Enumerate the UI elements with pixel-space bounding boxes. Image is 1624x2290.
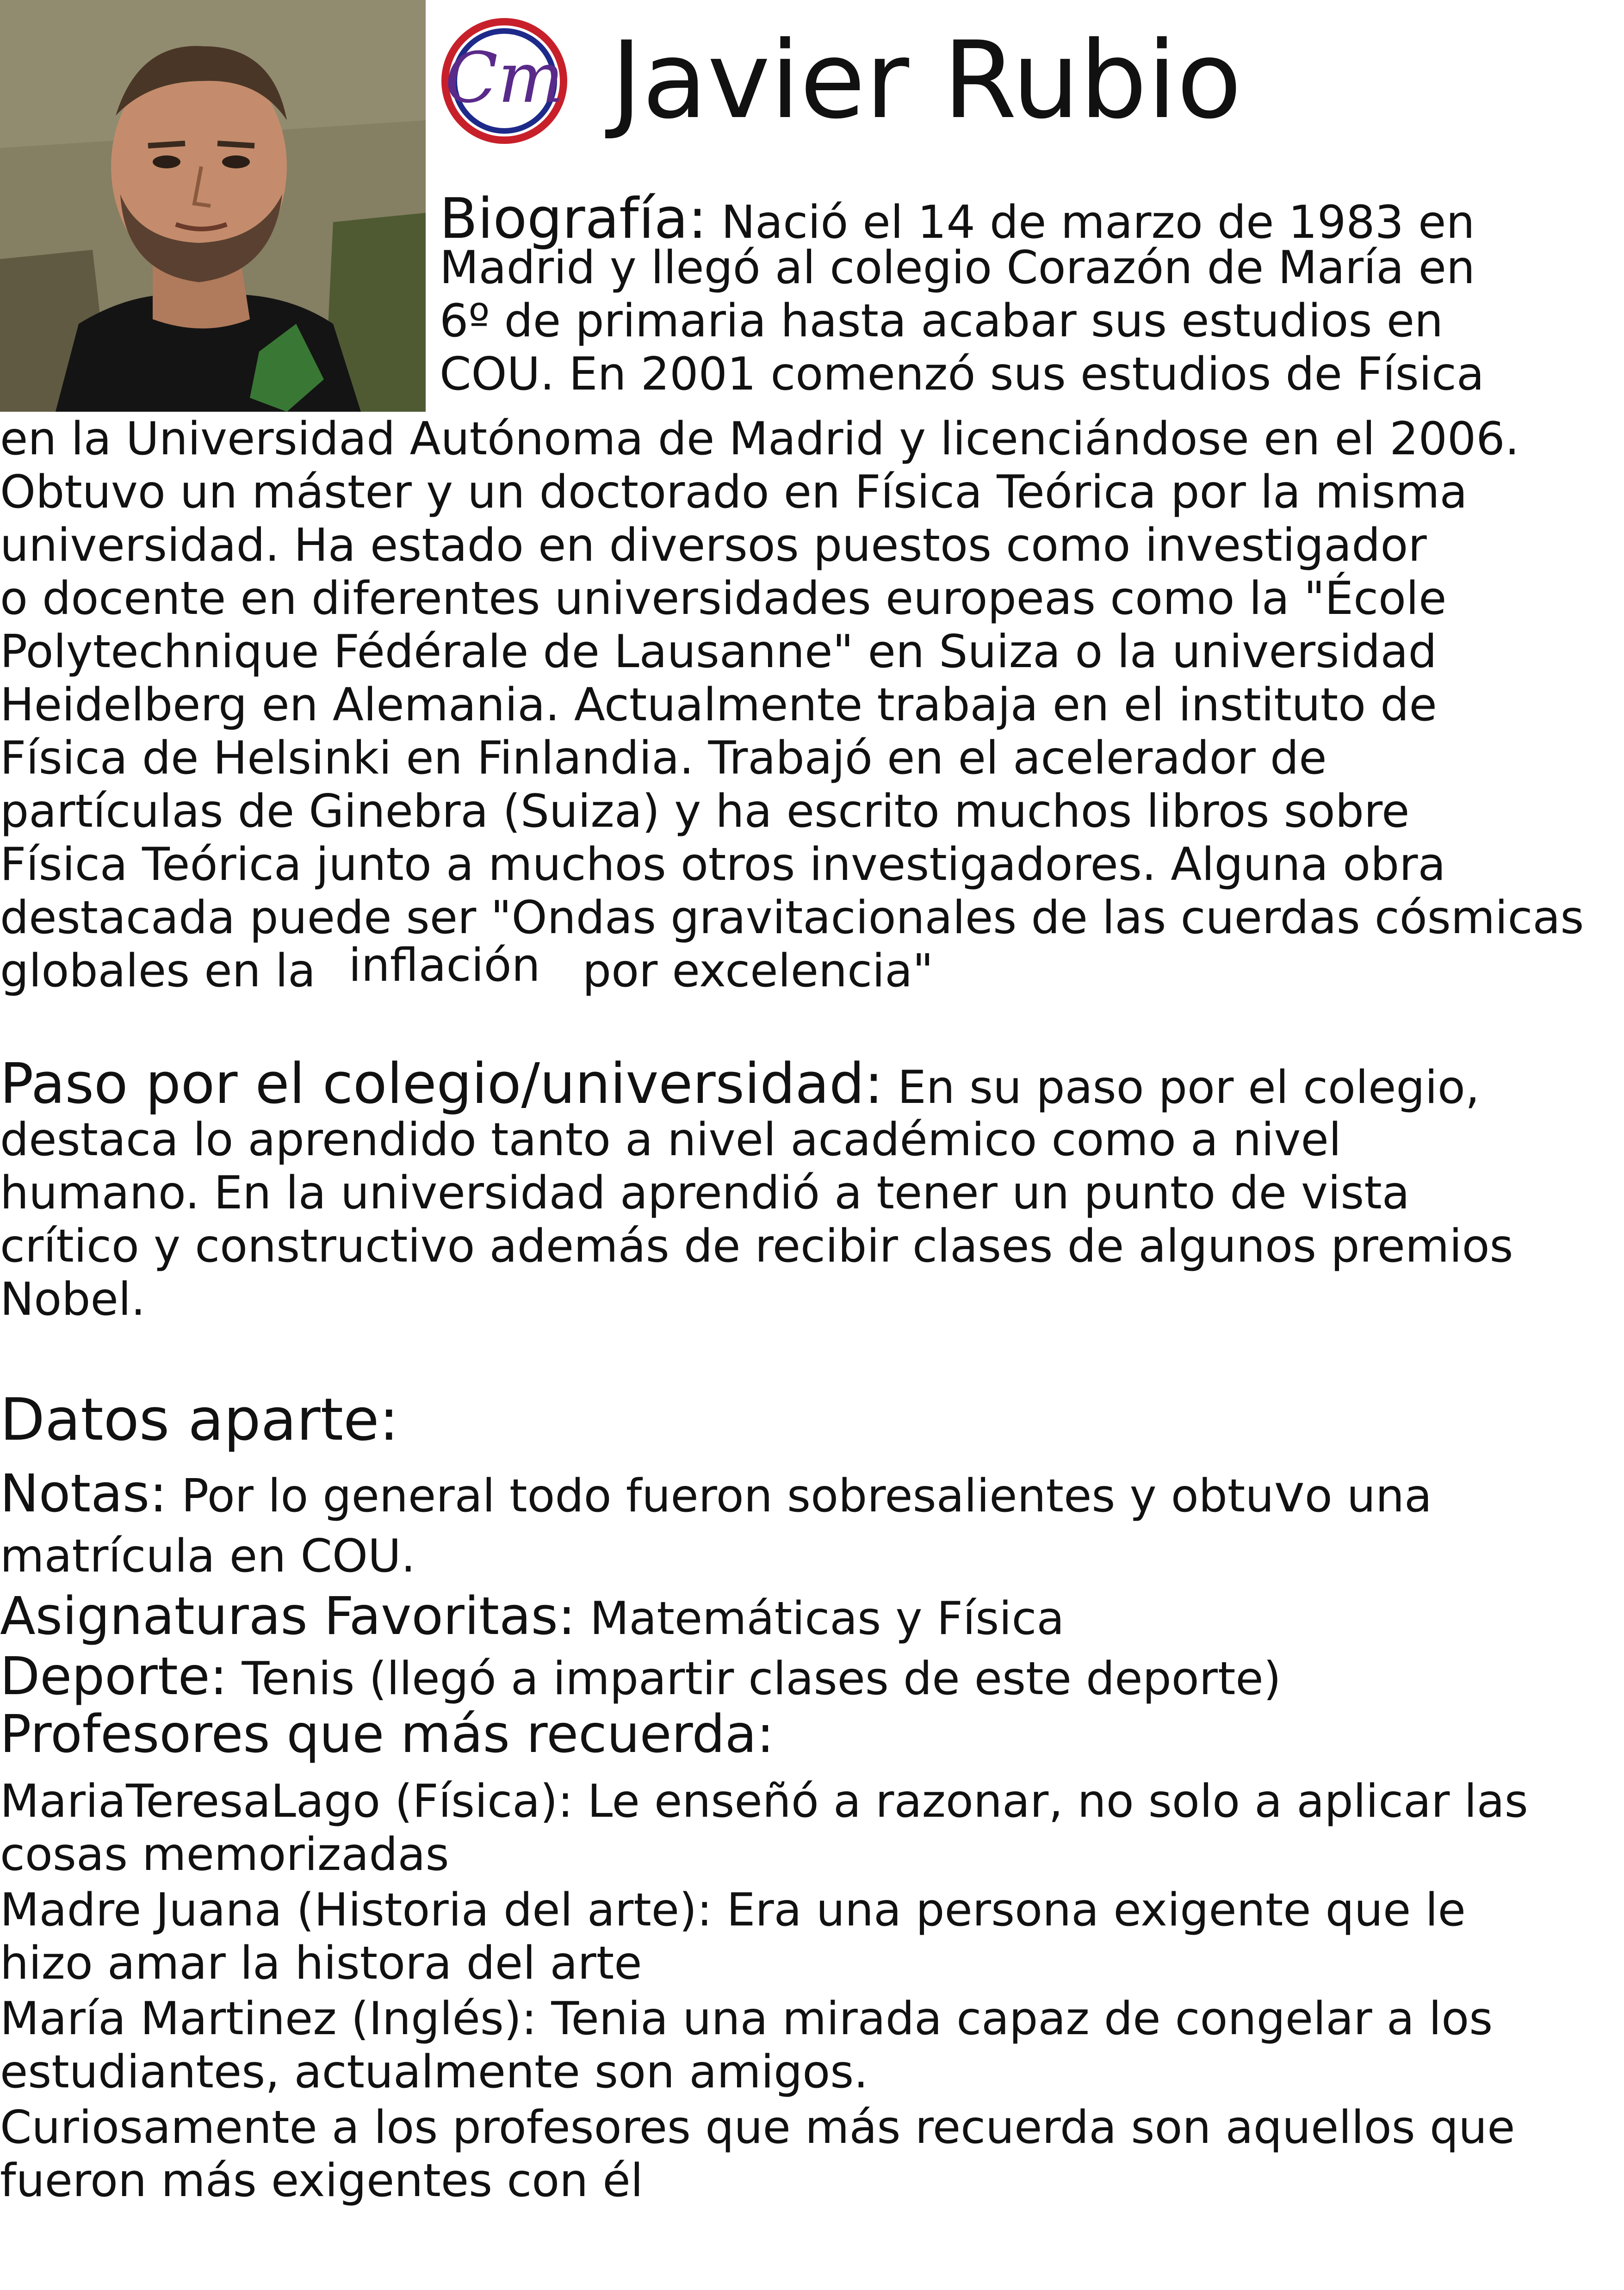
bio-line: 6º de primaria hasta acabar sus estudios en — [440, 295, 1444, 347]
notas-text-v: v — [1274, 1464, 1305, 1524]
paso-line-first — [0, 1052, 1480, 1116]
bio-line: Física Teórica junto a muchos otros investigadores. Alguna obra — [0, 838, 1446, 891]
asignaturas-value: Matemáticas y Física — [589, 1592, 1065, 1645]
bio-line: COU. En 2001 comenzó sus estudios de Física — [440, 348, 1484, 401]
profile-photo — [0, 0, 426, 412]
notas-text-b: o una — [1304, 1470, 1432, 1523]
notas-line — [0, 1464, 1432, 1524]
paso-label: Paso por el colegio/universidad: — [0, 1052, 883, 1116]
paso-text: En su paso por el colegio, — [897, 1061, 1480, 1114]
paso-line: destaca lo aprendido tanto a nivel académico como a nivel — [0, 1114, 1341, 1166]
bio-word-inflacion: inflación — [348, 939, 540, 992]
bio-text: por excelencia" — [582, 945, 934, 997]
page-title: Javier Rubio — [611, 19, 1242, 142]
deporte-value: Tenis (llegó a impartir clases de este deporte) — [242, 1653, 1281, 1705]
profesor-line: fueron más exigentes con él — [0, 2154, 643, 2207]
bio-line: Física de Helsinki en Finlandia. Trabajó en el acelerador de — [0, 732, 1327, 785]
profesor-line: cosas memorizadas — [0, 1828, 449, 1881]
profesores-heading: Profesores que más recuerda: — [0, 1704, 775, 1764]
profesor-line: estudiantes, actualmente son amigos. — [0, 2046, 868, 2098]
portrait-photo-icon — [0, 0, 426, 412]
deporte-label: Deporte: — [0, 1646, 228, 1707]
bio-line: Madrid y llegó al colegio Corazón de María en — [440, 241, 1475, 294]
profesor-line: María Martinez (Inglés): Tenia una mirada capaz de congelar a los — [0, 1993, 1493, 2045]
school-logo-icon — [440, 16, 569, 146]
bio-line: partículas de Ginebra (Suiza) y ha escrito muchos libros sobre — [0, 785, 1410, 838]
profesor-line: Madre Juana (Historia del arte): Era una persona exigente que le — [0, 1884, 1466, 1937]
bio-text: Nació el 14 de marzo de 1983 en — [721, 196, 1475, 249]
asignaturas-label: Asignaturas Favoritas: — [0, 1586, 576, 1646]
bio-line: Heidelberg en Alemania. Actualmente trabaja en el instituto de — [0, 679, 1437, 731]
logo-letters: Cm — [445, 38, 564, 118]
bio-line: universidad. Ha estado en diversos puestos como investigador — [0, 519, 1427, 572]
school-logo — [440, 16, 569, 146]
deporte-line — [0, 1646, 1281, 1707]
notas-line-2: matrícula en COU. — [0, 1530, 415, 1583]
bio-label: Biografía: — [440, 187, 707, 251]
profesor-line: MariaTeresaLago (Física): Le enseñó a razonar, no solo a aplicar las — [0, 1775, 1528, 1828]
notas-text-a: Por lo general todo fueron sobresalientes y obtu — [181, 1470, 1274, 1523]
bio-line-last — [0, 939, 934, 998]
paso-line: Nobel. — [0, 1273, 146, 1326]
profesor-line: Curiosamente a los profesores que más recuerda son aquellos que — [0, 2101, 1515, 2154]
bio-line: destacada puede ser "Ondas gravitacionales de las cuerdas cósmicas — [0, 891, 1584, 944]
asignaturas-line — [0, 1586, 1065, 1646]
bio-line: en la Universidad Autónoma de Madrid y licenciándose en el 2006. — [0, 413, 1519, 465]
profesor-line: hizo amar la histora del arte — [0, 1937, 642, 1990]
paso-line: crítico y constructivo además de recibir clases de algunos premios — [0, 1220, 1513, 1273]
bio-line: Polytechnique Fédérale de Lausanne" en Suiza o la universidad — [0, 625, 1437, 678]
bio-line: Obtuvo un máster y un doctorado en Física Teórica por la misma — [0, 466, 1468, 519]
datos-heading: Datos aparte: — [0, 1386, 399, 1454]
notas-label: Notas: — [0, 1464, 167, 1524]
paso-line: humano. En la universidad aprendió a tener un punto de vista — [0, 1167, 1410, 1219]
bio-text: globales en la — [0, 945, 316, 997]
bio-line: o docente en diferentes universidades europeas como la "École — [0, 572, 1447, 625]
